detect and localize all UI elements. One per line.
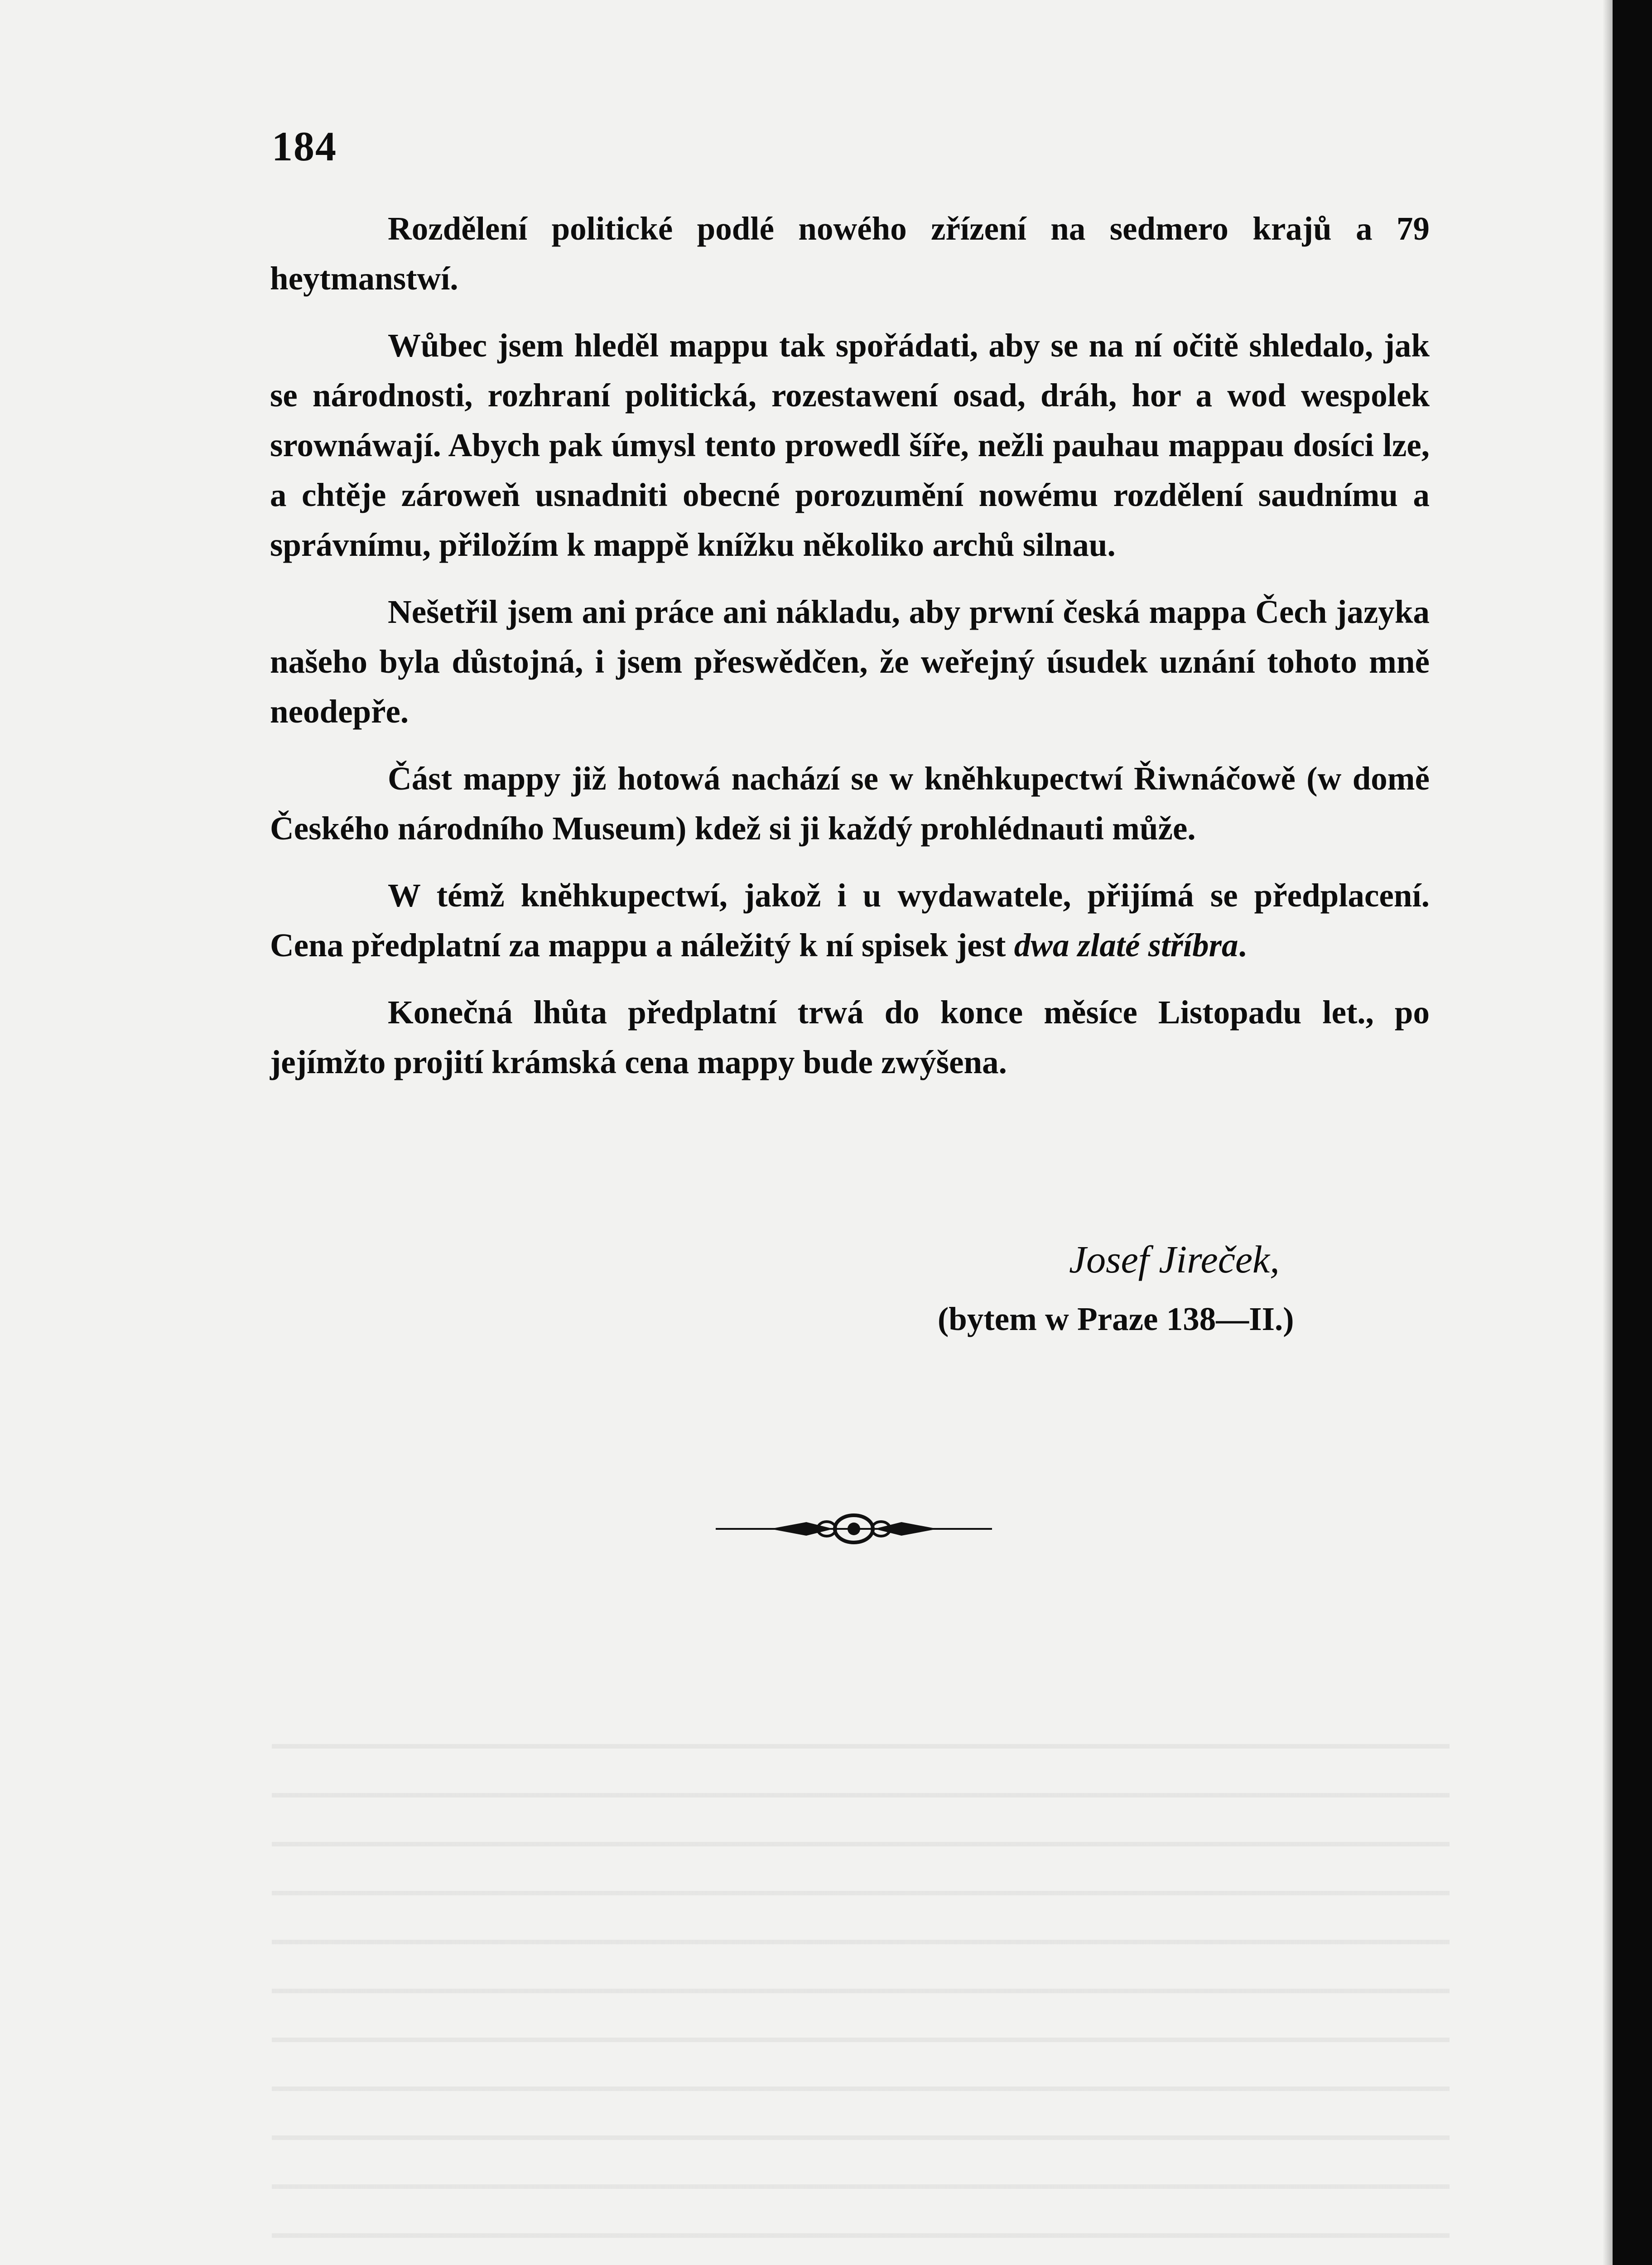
- paragraph-effort: Nešetřil jsem ani práce ani nákladu, aby prwní česká mappa Čech jazyka našeho byla důstojná, i jsem přeswědčen, že weřejný úsudek uznání tohoto mně neodepře.: [270, 593, 1430, 730]
- page-edge-shadow: [1603, 0, 1613, 2265]
- signature-name: Josef Jireček,: [1069, 1238, 1280, 1281]
- paragraph-map-purpose: Wůbec jsem hleděl mappu tak spořádati, aby se na ní očitě shledalo, jak se národnosti, rozhraní politická, rozestawení osad, dráh, hor a wod wespolek srownáwají. Abych pak úmysl tento prowedl šíře, nežli pauhau mappau dosíci lze, a chtěje zároweň usnadniti obecné porozumění nowému rozdělení saudnímu a správnímu, přiložím k mappě knížku několiko archů silnau.: [270, 327, 1430, 563]
- body-text: [270, 204, 1430, 1104]
- show-through-text: [272, 1744, 1450, 2265]
- paragraph-political-division: Rozdělení politické podlé nowého zřízení na sedmero krajů a 79 heytmanstwí.: [270, 210, 1430, 297]
- scan-border: [1613, 0, 1652, 2265]
- decorative-divider-icon: [716, 1508, 992, 1549]
- signature-address: (bytem w Praze 138—II.): [938, 1301, 1294, 1337]
- subscription-price: dwa zlaté stříbra: [1014, 927, 1238, 964]
- subscription-text: W témž knĕhkupectwí, jakož i u wydawatele, přijímá se předplacení. Cena předplatní za mappu a náležitý k ní spisek jest: [270, 877, 1430, 964]
- paragraph-subscription: [270, 871, 1430, 970]
- subscription-end: .: [1238, 927, 1247, 964]
- paragraph-availability: Část mappy již hotowá nachází se w kněhkupectwí Řiwnáčowě (w domě Českého národního Museum) kdež si ji každý prohlédnauti může.: [270, 760, 1430, 847]
- page-number: 184: [272, 123, 337, 169]
- paragraph-deadline: Konečná lhůta předplatní trwá do konce měsíce Listopadu let., po jejímžto projití krámská cena mappy bude zwýšena.: [270, 994, 1430, 1080]
